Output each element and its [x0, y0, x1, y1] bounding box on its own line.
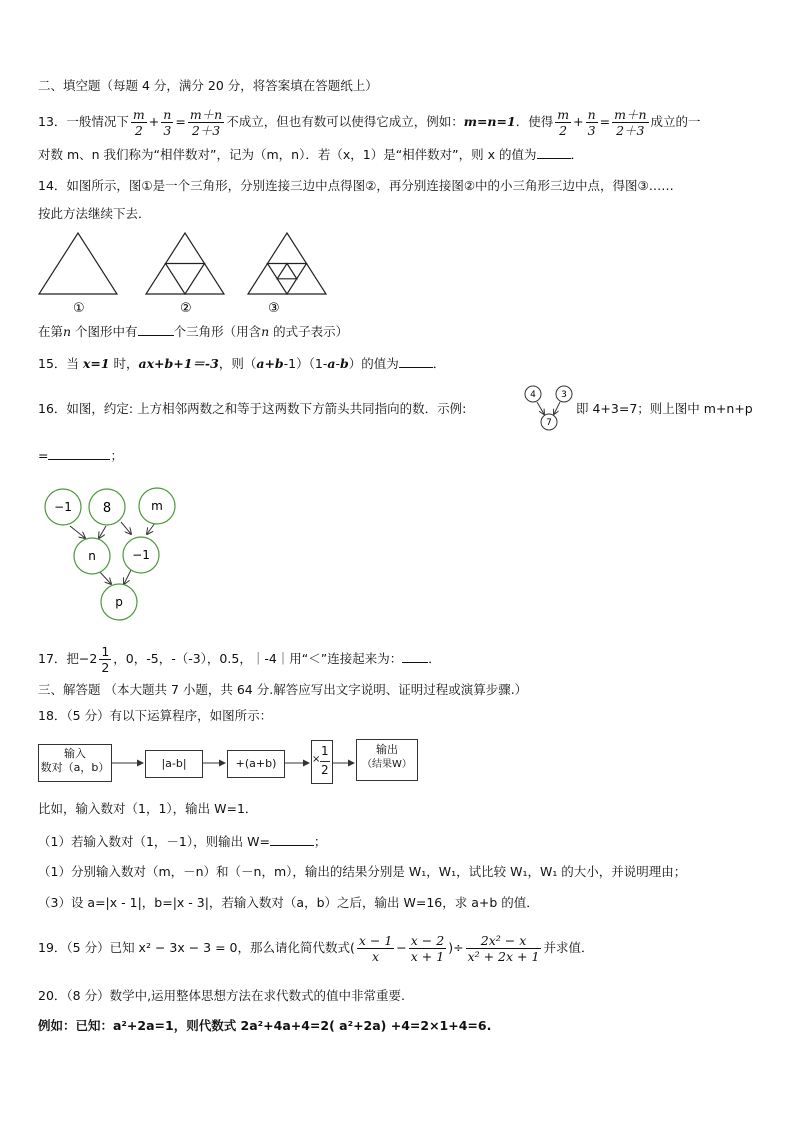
answer-blank-q16[interactable] — [48, 446, 110, 460]
flow-box-input: 输入 数对（a，b） — [38, 744, 112, 782]
q13-text-1: 一般情况下 — [66, 114, 129, 129]
answer-blank-q18-1[interactable] — [270, 832, 314, 846]
figure-label-2: ② — [180, 301, 192, 316]
triangle-figures — [30, 230, 350, 320]
q13-example: m=n=1 — [463, 114, 516, 129]
question-18-title: 18．（5 分）有以下运算程序，如图所示： — [38, 708, 273, 723]
question-20-line-1: 20．（8 分）数学中,运用整体思想方法在求代数式的值中非常重要. — [38, 988, 406, 1003]
q13-text-4: 成立的一 — [650, 114, 701, 129]
question-14-line-3: 在第n 个图形中有 个三角形（用含n 的式子表示） — [38, 324, 349, 339]
flow-box-output: 输出 （结果W） — [356, 739, 418, 781]
answer-blank-q13[interactable] — [537, 145, 571, 159]
svg-text:3: 3 — [561, 390, 567, 400]
svg-text:7: 7 — [546, 418, 552, 428]
flow-arrows — [110, 755, 360, 771]
question-14-line-2: 按此方法继续下去． — [38, 206, 151, 221]
fraction-x-minus-2-over-x-plus-1: $\frac{x - 2}{x + 1}$ — [410, 933, 445, 964]
fraction-n-over-3-b: $\frac{n}{3}$ — [587, 107, 596, 138]
flow-box-multiply-half: × 1 2 — [311, 740, 333, 784]
svg-text:n: n — [88, 549, 96, 563]
question-18-example: 比如，输入数对（1，1），输出 W=1． — [38, 801, 258, 816]
fraction-m-over-2-b: $\frac{m}{2}$ — [557, 107, 570, 138]
fraction-sum-b: $\frac{m+n}{2+3}$ — [614, 107, 647, 138]
question-16-line-1: 16．如图，约定: 上方相邻两数之和等于这两数下方箭头共同指向的数．示例: — [38, 401, 467, 416]
triangle-figure-1 — [39, 233, 117, 294]
answer-blank-q14[interactable] — [138, 322, 174, 336]
svg-text:p: p — [115, 595, 123, 609]
fraction-divisor: $\frac{\text{2x² − x}}{\text{x² + 2x + 1}}$ — [467, 933, 540, 964]
question-16-line-2: = ； — [38, 448, 123, 463]
fraction-n-over-3: $\frac{n}{3}$ — [163, 107, 172, 138]
svg-text:−1: −1 — [132, 548, 150, 562]
svg-text:−1: −1 — [54, 500, 72, 514]
fraction-x-minus-1-over-x: $\frac{x - 1}{x}$ — [358, 933, 393, 964]
plus-sign: + — [148, 114, 160, 129]
question-18-part-1: （1）若输入数对（1，－1），则输出 W= ； — [38, 834, 327, 849]
q13-number: 13． — [38, 114, 67, 129]
fraction-one-half: $\frac{1}{2}$ — [101, 644, 110, 675]
number-tree-diagram — [40, 482, 190, 627]
q13-text-3: ．使得 — [515, 114, 554, 129]
svg-text:4: 4 — [530, 390, 536, 400]
answer-blank-q17[interactable] — [402, 649, 428, 663]
example-number-diagram — [520, 383, 580, 433]
svg-text:8: 8 — [102, 501, 112, 516]
question-16-line-1b: 即 4+3=7；则上图中 m+n+p — [576, 401, 753, 416]
question-18-part-2: （1）分别输入数对（m，－n）和（－n，m），输出的结果分别是 W₁，W₁，试比较 W₁，W₁ 的大小，并说明理由； — [38, 864, 687, 879]
question-18-part-3: （3）设 a=|x - 1|，b=|x - 3|，若输入数对（a，b）之后，输出 W=16，求 a+b 的值． — [38, 895, 539, 910]
question-15: 15．当 x=1 时，ax+b+1＝-3，则（a+b-1）（1-a-b）的值为 ． — [38, 356, 446, 371]
equals-sign: = — [175, 114, 186, 129]
figure-label-1: ① — [73, 301, 85, 316]
question-13-line-2: 对数 m、n 我们称为“相伴数对”，记为（m，n）．若（x，1）是“相伴数对”，则 x 的值为 ． — [38, 147, 584, 162]
question-20-line-2: 例如：已知：a²+2a=1，则代数式 2a²+4a+4=2( a²+2a) +4=2×1+4=6. — [38, 1018, 492, 1033]
flow-box-abs-diff: |a-b| — [145, 750, 203, 778]
svg-text:m: m — [151, 499, 163, 513]
question-13-line-1: 13．一般情况下 $\frac{m}{2}$ + $\frac{n}{3}$ = $\frac{m+n}{2+3}$ 不成立，但也有数可以使得它成立，例如：m=n=1．使得 $\frac{m}{2}$ + $\frac{n}{3}$ = $\frac{m+n}{2+3}$ 成立的一 — [38, 107, 701, 138]
figure-label-3: ③ — [268, 301, 280, 316]
answer-blank-q15[interactable] — [399, 354, 433, 368]
q13-text-2: 不成立，但也有数可以使得它成立，例如： — [226, 114, 464, 129]
flow-box-add-sum: +(a+b) — [227, 750, 285, 778]
fraction-m-over-2: $\frac{m}{2}$ — [132, 107, 145, 138]
fraction-sum: $\frac{m+n}{2+3}$ — [189, 107, 223, 138]
question-17: 17．把−2 $\frac{1}{2}$ ，0，-5，-（-3），0.5，｜-4｜用“＜”连接起来为： ． — [38, 644, 441, 675]
section-title-answer: 三、解答题 （本大题共 7 小题，共 64 分.解答应写出文字说明、证明过程或演算步骤.） — [38, 682, 528, 697]
question-14-line-1: 14．如图所示，图①是一个三角形，分别连接三边中点得图②，再分别连接图②中的小三角形三边中点，得图③…… — [38, 178, 674, 193]
question-19: 19．（5 分）已知 x² − 3x − 3 = 0，那么请化简代数式( $\frac{x - 1}{x}$ − $\frac{x - 2}{x + 1}$ )÷ $\frac{\text{2x² − x}}{\text{x² + 2x + 1}}$ 并求值． — [38, 933, 594, 964]
section-title-fill-blank: 二、填空题（每题 4 分，满分 20 分，将答案填在答题纸上） — [38, 78, 378, 93]
